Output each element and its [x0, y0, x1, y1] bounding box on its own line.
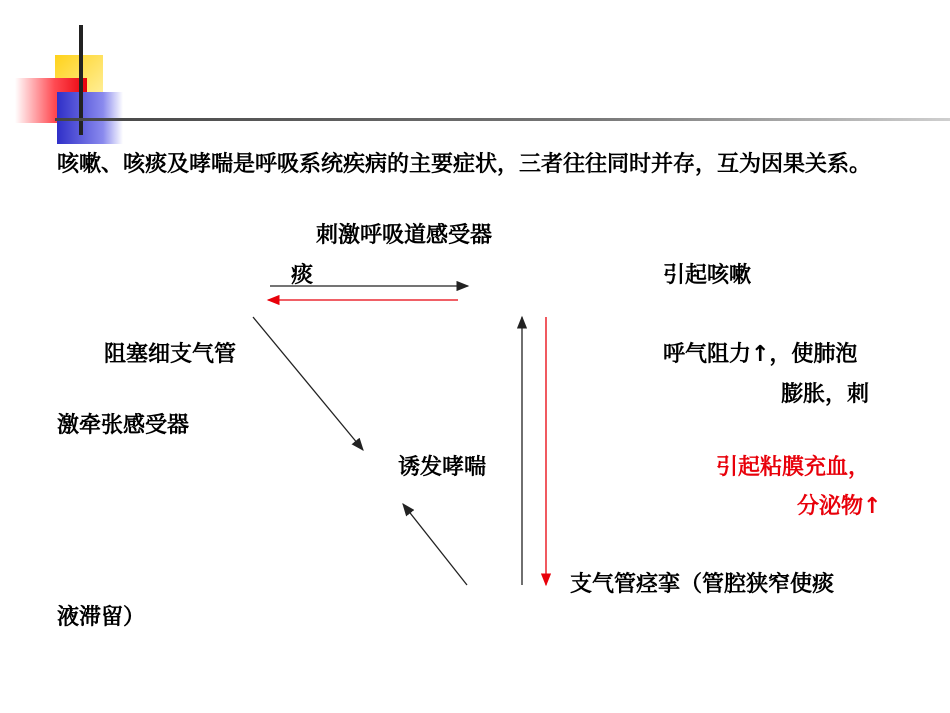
node-mucosal-congestion: 引起粘膜充血，: [716, 455, 871, 480]
node-expiratory-resistance-line1: 呼气阻力↑，使肺泡: [663, 342, 858, 367]
node-cough: 引起咳嗽: [663, 263, 752, 288]
node-expiratory-resistance-line2: 膨胀，刺: [781, 382, 870, 407]
intro-paragraph: 咳嗽、咳痰及哮喘是呼吸系统疾病的主要症状，三者往往同时并存，互为因果关系。: [57, 152, 872, 177]
node-induce-asthma: 诱发哮喘: [398, 455, 487, 480]
node-bronchospasm: 支气管痉挛（管腔狭窄使痰: [570, 572, 835, 597]
node-obstruct-bronchioles: 阻塞细支气管: [104, 342, 237, 367]
node-stretch-receptors: 激牵张感受器: [57, 413, 190, 438]
node-phlegm-retention: 液滞留）: [57, 605, 146, 630]
arrow-retention-to-asthma: [403, 504, 467, 585]
node-phlegm: 痰: [291, 263, 314, 288]
arrow-obstruct-to-asthma: [253, 317, 363, 450]
node-stimulate-receptors: 刺激呼吸道感受器: [316, 223, 493, 248]
node-secretion-increase: 分泌物↑: [797, 494, 882, 519]
